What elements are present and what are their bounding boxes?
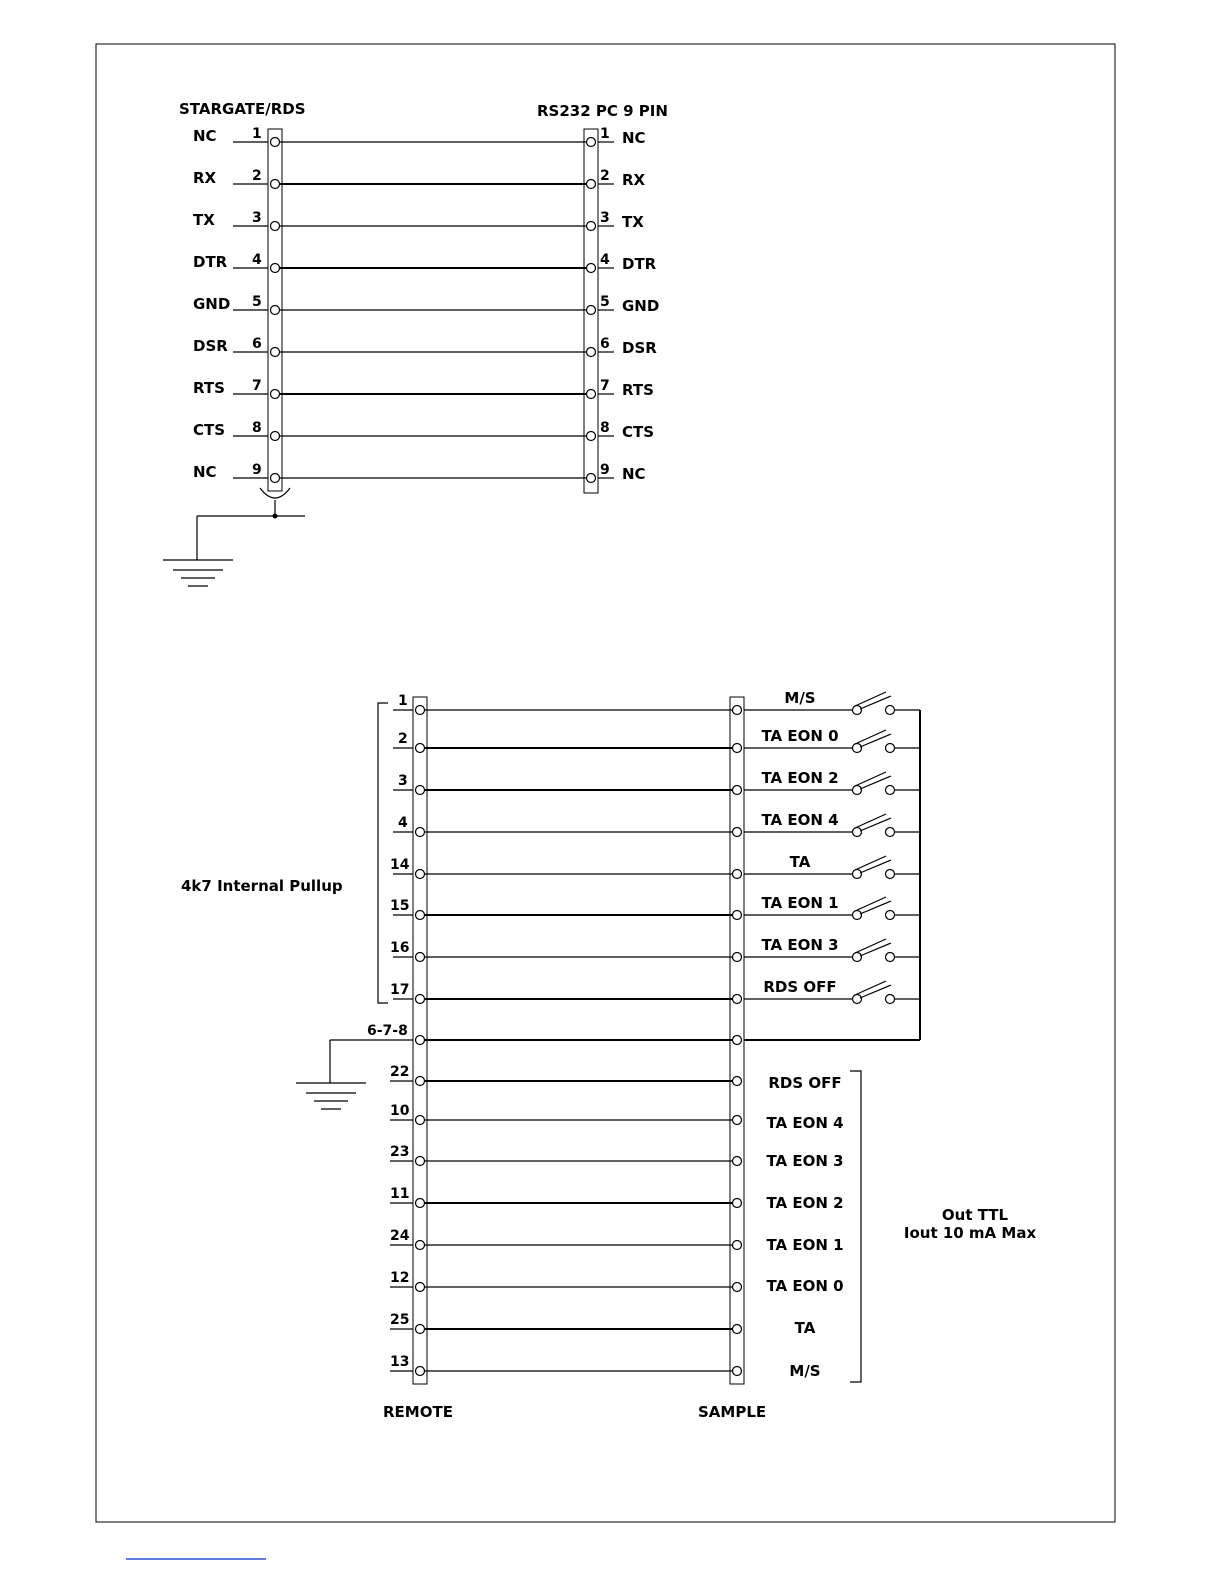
switch-contact-b xyxy=(886,828,895,837)
remote-input-pin xyxy=(416,786,425,795)
serial-right-pin xyxy=(587,348,596,357)
sample-title: SAMPLE xyxy=(698,1403,767,1421)
remote-output-pin-number: 13 xyxy=(390,1354,410,1370)
switch-blade-upper xyxy=(855,981,886,995)
remote-input-pin xyxy=(416,828,425,837)
sample-input-pin xyxy=(733,744,742,753)
serial-right-label-rts: RTS xyxy=(622,381,654,399)
serial-right-label-gnd: GND xyxy=(622,297,660,315)
serial-left-pin xyxy=(271,306,280,315)
remote-input-pin xyxy=(416,995,425,1004)
remote-output-pin-number: 23 xyxy=(390,1144,410,1160)
ground-symbol-top xyxy=(163,560,233,586)
switch-contact-b xyxy=(886,706,895,715)
remote-input-pin xyxy=(416,953,425,962)
serial-right-label-nc: NC xyxy=(622,129,646,147)
remote-input-pin xyxy=(416,706,425,715)
input-label: TA EON 3 xyxy=(761,936,839,954)
switch-blade-upper xyxy=(855,939,886,953)
sample-ground-pin xyxy=(733,1036,742,1045)
switch-contact-b xyxy=(886,744,895,753)
serial-left-pin xyxy=(271,138,280,147)
remote-input-pin xyxy=(416,870,425,879)
sample-input-pin xyxy=(733,786,742,795)
switch-blade-upper xyxy=(855,692,886,706)
input-label: TA EON 0 xyxy=(761,727,839,745)
sample-output-pin xyxy=(733,1157,742,1166)
serial-left-label-rx: RX xyxy=(193,169,217,187)
remote-output-pin-number: 22 xyxy=(390,1064,410,1080)
serial-right-label-rx: RX xyxy=(622,171,646,189)
serial-left-pin xyxy=(271,474,280,483)
serial-left-label-dtr: DTR xyxy=(193,253,228,271)
remote-input-pin-number: 2 xyxy=(398,731,408,747)
serial-connection-diagram xyxy=(163,100,668,586)
remote-input-pin-number: 4 xyxy=(398,815,408,831)
switch-contact-a xyxy=(853,786,862,795)
sample-input-pin xyxy=(733,995,742,1004)
switch-contact-a xyxy=(853,706,862,715)
sample-input-pin xyxy=(733,870,742,879)
serial-left-pin-number: 4 xyxy=(252,252,262,268)
serial-left-label-tx: TX xyxy=(193,211,215,229)
serial-left-pin-number: 5 xyxy=(252,294,262,310)
remote-output-pin xyxy=(416,1241,425,1250)
serial-left-pin xyxy=(271,264,280,273)
output-label: TA EON 1 xyxy=(766,1236,844,1254)
remote-input-pin-number: 1 xyxy=(398,693,408,709)
serial-left-pin xyxy=(271,432,280,441)
switch-contact-a xyxy=(853,870,862,879)
remote-output-pin-number: 25 xyxy=(390,1312,410,1328)
serial-right-label-dtr: DTR xyxy=(622,255,657,273)
sample-output-pin xyxy=(733,1241,742,1250)
input-label: M/S xyxy=(784,689,816,707)
serial-left-pin xyxy=(271,390,280,399)
serial-left-pin xyxy=(271,222,280,231)
output-label: TA EON 3 xyxy=(766,1152,844,1170)
sample-input-pin xyxy=(733,911,742,920)
remote-connection-diagram xyxy=(181,689,1036,1421)
serial-right-pin xyxy=(587,222,596,231)
remote-output-pin xyxy=(416,1157,425,1166)
remote-output-pin-number: 24 xyxy=(390,1228,410,1244)
serial-right-label-dsr: DSR xyxy=(622,339,657,357)
sample-output-pin xyxy=(733,1116,742,1125)
remote-output-pin-number: 11 xyxy=(390,1186,410,1202)
input-label: TA EON 1 xyxy=(761,894,839,912)
remote-input-pin-number: 16 xyxy=(390,940,410,956)
output-label: M/S xyxy=(789,1362,821,1380)
switch-blade-upper xyxy=(855,856,886,870)
switch-blade-upper xyxy=(855,730,886,744)
out-ttl-label: Out TTL xyxy=(941,1206,1009,1224)
serial-right-pin xyxy=(587,390,596,399)
remote-output-pin xyxy=(416,1077,425,1086)
switch-contact-b xyxy=(886,911,895,920)
sample-input-pin xyxy=(733,828,742,837)
output-label: TA EON 0 xyxy=(766,1277,844,1295)
serial-right-pin xyxy=(587,180,596,189)
junction-dot xyxy=(273,514,278,519)
serial-left-pin-number: 3 xyxy=(252,210,262,226)
pullup-label: 4k7 Internal Pullup xyxy=(181,877,343,895)
output-label: RDS OFF xyxy=(768,1074,842,1092)
switch-blade-upper xyxy=(855,772,886,786)
serial-right-pin-number: 1 xyxy=(600,126,610,142)
remote-input-pin xyxy=(416,744,425,753)
serial-left-label-cts: CTS xyxy=(193,421,226,439)
output-label: TA xyxy=(794,1319,816,1337)
rs232-title: RS232 PC 9 PIN xyxy=(537,102,668,120)
sample-output-pin xyxy=(733,1325,742,1334)
remote-input-pin-number: 3 xyxy=(398,773,408,789)
serial-right-pin xyxy=(587,306,596,315)
sample-input-pin xyxy=(733,706,742,715)
input-label: TA EON 2 xyxy=(761,769,839,787)
serial-left-label-gnd: GND xyxy=(193,295,231,313)
serial-left-label-nc: NC xyxy=(193,463,217,481)
serial-right-pin-number: 8 xyxy=(600,420,610,436)
stargate-rds-title: STARGATE/RDS xyxy=(179,100,306,118)
sample-output-pin xyxy=(733,1367,742,1376)
switch-contact-a xyxy=(853,828,862,837)
remote-output-pin-number: 12 xyxy=(390,1270,410,1286)
serial-left-pin xyxy=(271,180,280,189)
remote-input-pin-number: 15 xyxy=(390,898,410,914)
serial-right-pin-number: 3 xyxy=(600,210,610,226)
output-bracket xyxy=(850,1071,861,1382)
switch-contact-a xyxy=(853,744,862,753)
serial-right-pin-number: 4 xyxy=(600,252,610,268)
ground-symbol-bottom xyxy=(296,1083,366,1109)
remote-output-pin xyxy=(416,1116,425,1125)
serial-left-pin-number: 9 xyxy=(252,462,262,478)
remote-input-pin-number: 17 xyxy=(390,982,410,998)
serial-right-pin xyxy=(587,264,596,273)
serial-right-pin-number: 6 xyxy=(600,336,610,352)
serial-right-pin xyxy=(587,474,596,483)
serial-right-label-nc: NC xyxy=(622,465,646,483)
sample-output-pin xyxy=(733,1077,742,1086)
remote-input-pin xyxy=(416,911,425,920)
input-label: TA EON 4 xyxy=(761,811,839,829)
sample-output-pin xyxy=(733,1283,742,1292)
serial-left-pin-number: 1 xyxy=(252,126,262,142)
iout-label: Iout 10 mA Max xyxy=(903,1224,1037,1242)
switch-contact-b xyxy=(886,786,895,795)
sample-input-pin xyxy=(733,953,742,962)
switch-contact-a xyxy=(853,911,862,920)
serial-left-label-dsr: DSR xyxy=(193,337,228,355)
switch-blade-upper xyxy=(855,814,886,828)
serial-right-label-cts: CTS xyxy=(622,423,655,441)
switch-contact-b xyxy=(886,995,895,1004)
output-label: TA EON 2 xyxy=(766,1194,844,1212)
remote-title: REMOTE xyxy=(383,1403,453,1421)
serial-left-pin xyxy=(271,348,280,357)
pullup-bracket xyxy=(378,703,388,1003)
remote-output-pin-number: 10 xyxy=(390,1103,410,1119)
serial-right-pin xyxy=(587,138,596,147)
ground-pin-label: 6-7-8 xyxy=(367,1023,408,1039)
output-label: TA EON 4 xyxy=(766,1114,844,1132)
remote-ground-pin xyxy=(416,1036,425,1045)
serial-left-pin-number: 8 xyxy=(252,420,262,436)
remote-output-pin xyxy=(416,1283,425,1292)
serial-left-pin-number: 6 xyxy=(252,336,262,352)
serial-right-label-tx: TX xyxy=(622,213,644,231)
switch-contact-b xyxy=(886,870,895,879)
switch-contact-b xyxy=(886,953,895,962)
serial-left-pin-number: 7 xyxy=(252,378,262,394)
cable-shield-symbol xyxy=(260,488,290,498)
serial-left-label-nc: NC xyxy=(193,127,217,145)
remote-output-pin xyxy=(416,1367,425,1376)
remote-output-pin xyxy=(416,1199,425,1208)
remote-input-pin-number: 14 xyxy=(390,857,410,873)
serial-left-label-rts: RTS xyxy=(193,379,225,397)
input-label: RDS OFF xyxy=(763,978,837,996)
sample-output-pin xyxy=(733,1199,742,1208)
input-label: TA xyxy=(789,853,811,871)
serial-right-pin-number: 7 xyxy=(600,378,610,394)
serial-right-pin-number: 9 xyxy=(600,462,610,478)
serial-left-pin-number: 2 xyxy=(252,168,262,184)
switch-contact-a xyxy=(853,953,862,962)
serial-right-pin-number: 2 xyxy=(600,168,610,184)
switch-blade-upper xyxy=(855,897,886,911)
serial-right-pin-number: 5 xyxy=(600,294,610,310)
remote-output-pin xyxy=(416,1325,425,1334)
serial-right-pin xyxy=(587,432,596,441)
switch-contact-a xyxy=(853,995,862,1004)
